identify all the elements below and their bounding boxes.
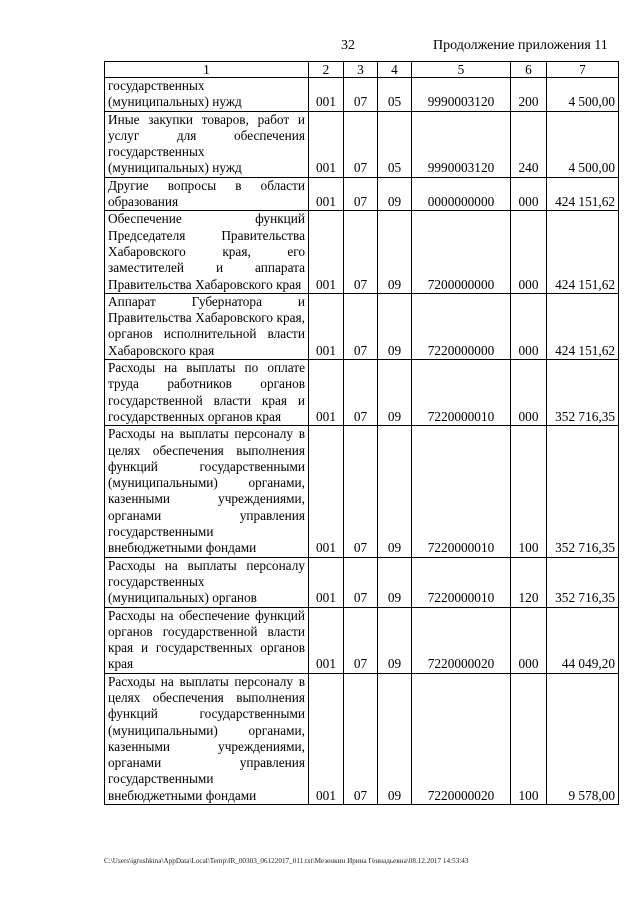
cell-code-3: 07 xyxy=(344,111,378,177)
budget-table xyxy=(104,61,619,805)
cell-code-6: 000 xyxy=(511,360,547,426)
cell-code-5: 7220000010 xyxy=(412,557,511,607)
row-name-cell: Иные закупки товаров, работ и услуг для обеспечения государственных (муниципальных) нужд xyxy=(105,111,309,177)
cell-code-5: 0000000000 xyxy=(412,177,511,211)
cell-code-3: 07 xyxy=(344,360,378,426)
cell-code-4: 09 xyxy=(378,293,412,359)
cell-code-6: 100 xyxy=(511,673,547,804)
cell-code-5: 7220000010 xyxy=(412,426,511,557)
cell-code-2: 001 xyxy=(309,426,344,557)
header-cell: 4 xyxy=(378,62,412,78)
cell-amount: 352 716,35 xyxy=(547,360,619,426)
header-cell: 6 xyxy=(511,62,547,78)
row-name-cell: Расходы на выплаты персоналу государственных (муниципальных) органов xyxy=(105,557,309,607)
cell-code-6: 200 xyxy=(511,78,547,112)
row-name-cell: Расходы на выплаты персоналу в целях обеспечения выполнения функций государственными (муниципальными) органами, казенными учреждениями, органами управления государственными внебюджетными фондами xyxy=(105,673,309,804)
cell-code-6: 120 xyxy=(511,557,547,607)
cell-code-6: 240 xyxy=(511,111,547,177)
table-row xyxy=(105,557,619,607)
cell-code-6: 000 xyxy=(511,177,547,211)
cell-code-4: 09 xyxy=(378,177,412,211)
file-path-footer: C:\Users\igrushkina\AppData\Local\Temp\IR_00303_06122017_011.txt\Мезенкин Ирина Геннадьевна\08.12.2017 14:53:43 xyxy=(104,857,469,865)
cell-code-6: 000 xyxy=(511,607,547,673)
cell-code-5: 7220000010 xyxy=(412,360,511,426)
cell-code-6: 100 xyxy=(511,426,547,557)
table-header-row xyxy=(105,62,619,78)
table-row xyxy=(105,426,619,557)
cell-code-3: 07 xyxy=(344,211,378,293)
row-name-cell: Расходы на выплаты персоналу в целях обеспечения выполнения функций государственными (муниципальными) органами, казенными учреждениями, органами управления государственными внебюджетными фондами xyxy=(105,426,309,557)
table-row xyxy=(105,360,619,426)
cell-code-2: 001 xyxy=(309,293,344,359)
cell-code-3: 07 xyxy=(344,557,378,607)
cell-code-4: 09 xyxy=(378,607,412,673)
cell-code-5: 7220000000 xyxy=(412,293,511,359)
cell-code-3: 07 xyxy=(344,78,378,112)
header-cell: 3 xyxy=(344,62,378,78)
row-name-cell: Расходы на обеспечение функций органов государственной власти края и государственных органов края xyxy=(105,607,309,673)
cell-code-3: 07 xyxy=(344,673,378,804)
table-row xyxy=(105,111,619,177)
cell-amount: 352 716,35 xyxy=(547,557,619,607)
header-cell: 5 xyxy=(412,62,511,78)
cell-code-2: 001 xyxy=(309,211,344,293)
cell-amount: 4 500,00 xyxy=(547,78,619,112)
row-name-cell: Аппарат Губернатора и Правительства Хабаровского края, органов исполнительной власти Хабаровского края xyxy=(105,293,309,359)
table-row xyxy=(105,607,619,673)
continuation-label: Продолжение приложения 11 xyxy=(433,38,608,53)
cell-code-4: 09 xyxy=(378,557,412,607)
table-row xyxy=(105,673,619,804)
header-cell: 1 xyxy=(105,62,309,78)
cell-code-4: 09 xyxy=(378,673,412,804)
cell-code-3: 07 xyxy=(344,426,378,557)
cell-amount: 424 151,62 xyxy=(547,177,619,211)
cell-code-5: 7220000020 xyxy=(412,673,511,804)
table-row xyxy=(105,78,619,112)
row-name-cell: Другие вопросы в области образования xyxy=(105,177,309,211)
cell-code-2: 001 xyxy=(309,557,344,607)
cell-amount: 424 151,62 xyxy=(547,293,619,359)
cell-code-6: 000 xyxy=(511,293,547,359)
cell-code-4: 09 xyxy=(378,360,412,426)
cell-amount: 44 049,20 xyxy=(547,607,619,673)
cell-code-2: 001 xyxy=(309,360,344,426)
cell-code-4: 05 xyxy=(378,111,412,177)
header-cell: 2 xyxy=(309,62,344,78)
cell-amount: 352 716,35 xyxy=(547,426,619,557)
table-row xyxy=(105,211,619,293)
page-number: 32 xyxy=(341,38,355,53)
table-row xyxy=(105,177,619,211)
cell-code-5: 7200000000 xyxy=(412,211,511,293)
cell-code-5: 9990003120 xyxy=(412,111,511,177)
cell-code-6: 000 xyxy=(511,211,547,293)
cell-code-5: 9990003120 xyxy=(412,78,511,112)
cell-code-4: 05 xyxy=(378,78,412,112)
cell-code-2: 001 xyxy=(309,78,344,112)
cell-amount: 9 578,00 xyxy=(547,673,619,804)
cell-code-2: 001 xyxy=(309,177,344,211)
table-row xyxy=(105,293,619,359)
cell-amount: 424 151,62 xyxy=(547,211,619,293)
row-name-cell: государственных (муниципальных) нужд xyxy=(105,78,309,112)
cell-code-3: 07 xyxy=(344,293,378,359)
cell-code-2: 001 xyxy=(309,111,344,177)
cell-code-2: 001 xyxy=(309,607,344,673)
cell-code-3: 07 xyxy=(344,177,378,211)
cell-code-5: 7220000020 xyxy=(412,607,511,673)
cell-code-2: 001 xyxy=(309,673,344,804)
cell-code-4: 09 xyxy=(378,211,412,293)
row-name-cell: Обеспечение функций Председателя Правительства Хабаровского края, его заместителей и аппарата Правительства Хабаровского края xyxy=(105,211,309,293)
cell-code-3: 07 xyxy=(344,607,378,673)
row-name-cell: Расходы на выплаты по оплате труда работников органов государственной власти края и государственных органов края xyxy=(105,360,309,426)
header-cell: 7 xyxy=(547,62,619,78)
cell-amount: 4 500,00 xyxy=(547,111,619,177)
cell-code-4: 09 xyxy=(378,426,412,557)
